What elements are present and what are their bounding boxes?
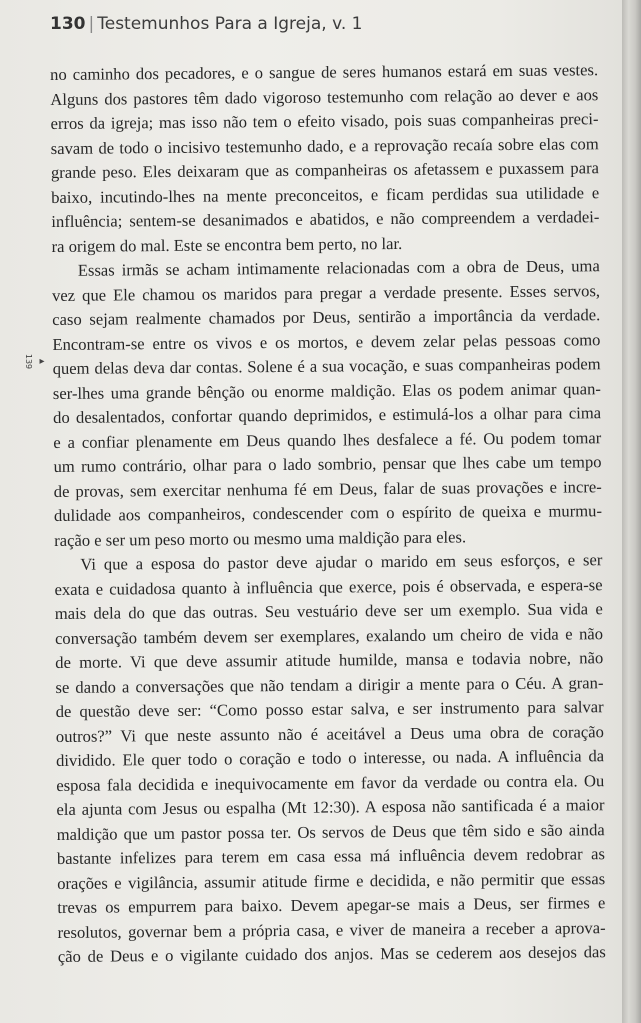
- text-line: um rumo contrário, olhar para o lado sombrio, pensar que lhes cabe um tempo: [53, 452, 602, 476]
- text-line: influência; sentem-se desanimados e abatidos, e não compreendem a verdadei-: [51, 207, 600, 231]
- text-line: trevas os empurrem para baixo. Devem apegar-se mais a Deus, ser firmes e: [57, 893, 606, 917]
- text-line: outros?” Vi que neste assunto não é aceitável a Deus uma obra de coração: [55, 721, 604, 746]
- text-line: ração e ser um peso morto ou mesmo uma maldição para eles.: [54, 526, 467, 550]
- text-line: grande peso. Eles deixaram que as companheiras os afetassem e puxassem para: [50, 158, 600, 182]
- text-line: Essas irmãs se acham intimamente relacionadas com a obra de Deus, uma: [77, 256, 600, 280]
- marker-arrow-icon: ▸: [39, 356, 45, 367]
- text-line: de provas, sem exercitar nenhuma fé em Deus, falar de suas provações e incre-: [53, 476, 602, 501]
- original-page-marker: [21, 353, 45, 370]
- text-line: conversação também devem ser exemplares, exalando um cheiro de vida e não: [54, 623, 604, 648]
- text-line: Vi que a esposa do pastor deve ajudar o marido em seus esforços, e ser: [80, 550, 603, 574]
- text-line: Encontram-se entre os vivos e os mortos, e devem zelar pelas pessoas como: [52, 329, 601, 354]
- text-line: se dando a conversações que não tendam a dirigir a mente para o Céu. A gran-: [55, 672, 604, 697]
- book-title: Testemunhos Para a Igreja, v. 1: [97, 14, 363, 34]
- text-line: ção de Deus e o vigilante cuidado dos anjos. Mas se cederem aos desejos das: [57, 942, 606, 966]
- text-line: de questão deve ser: “Como posso estar salva, e ser instrumento para salvar: [55, 697, 604, 721]
- text-line: caso sejam realmente chamados por Deus, sentirão a importância da verdade.: [52, 305, 601, 329]
- text-line: savam de todo o incisivo testemunho dado, e a reprovação recaía sobre elas com: [50, 133, 599, 158]
- text-line: exata e cuidadosa quanto à influência que exerce, pois é observada, e espera-se: [54, 574, 603, 599]
- page-edge: [622, 0, 641, 1023]
- original-page-code: 139: [24, 353, 34, 370]
- text-line: dulidade aos companheiros, condescender com o espírito de queixa e murmu-: [53, 501, 603, 525]
- text-line: ra origem do mal. Este se encontra bem perto, no lar.: [51, 233, 403, 256]
- text-line: resolutos, governar bem a própria casa, e viver de maneira a receber a aprova-: [57, 917, 606, 942]
- text-line: de morte. Vi que deve assumir atitude humilde, mansa e todavia nobre, não: [55, 648, 604, 672]
- text-line: dividido. Ele quer todo o coração e todo o interesse, ou nada. A influência da: [56, 746, 605, 770]
- text-line: baixo, incutindo-lhes na mente preconceitos, e ficam perdidas sua utilidade e: [51, 182, 600, 207]
- text-line: orações e vigilância, assumir atitude firme e decidida, e não permitir que essas: [57, 868, 606, 893]
- text-line: e a confiar plenamente em Deus quando lhes desfalece a fé. Ou podem tomar: [53, 427, 602, 452]
- text-line: no caminho dos pecadores, e o sangue de seres humanos estará em suas vestes.: [50, 60, 599, 84]
- text-line: esposa fala decidida e inequivocamente em favor da verdade ou contra ela. Ou: [56, 770, 605, 795]
- header-separator: |: [88, 14, 95, 34]
- text-line: Alguns dos pastores têm dado vigoroso testemunho com relação ao dever e aos: [50, 84, 599, 109]
- body-text: [50, 58, 606, 969]
- text-line: do desalentados, confortar quando deprimidos, e estimulá-los a olhar para cima: [53, 403, 602, 427]
- text-line: bastante infelizes para terem em casa essa má influência devem redobrar as: [56, 844, 606, 868]
- text-line: mais dela do que das outras. Seu vestuário deve ser um exemplo. Sua vida e: [54, 599, 603, 623]
- text-line: maldição que um pastor possa ter. Os servos de Deus que têm sido e são ainda: [56, 819, 605, 844]
- text-line: erros da igreja; mas isso não tem o efeito visado, pois suas companheiras preci-: [50, 109, 599, 133]
- page-number: 130: [50, 14, 86, 34]
- text-line: ser-lhes uma grande bênção ou enorme maldição. Elas os podem animar quan-: [52, 378, 601, 403]
- running-header: [50, 14, 362, 34]
- text-line: quem delas deva dar contas. Solene é a sua vocação, e suas companheiras podem: [52, 354, 601, 378]
- text-line: ela ajunta com Jesus ou espalha (Mt 12:30). A esposa não santificada é a maior: [56, 795, 605, 819]
- text-line: vez que Ele chamou os maridos para pregar a verdade presente. Esses servos,: [51, 280, 601, 305]
